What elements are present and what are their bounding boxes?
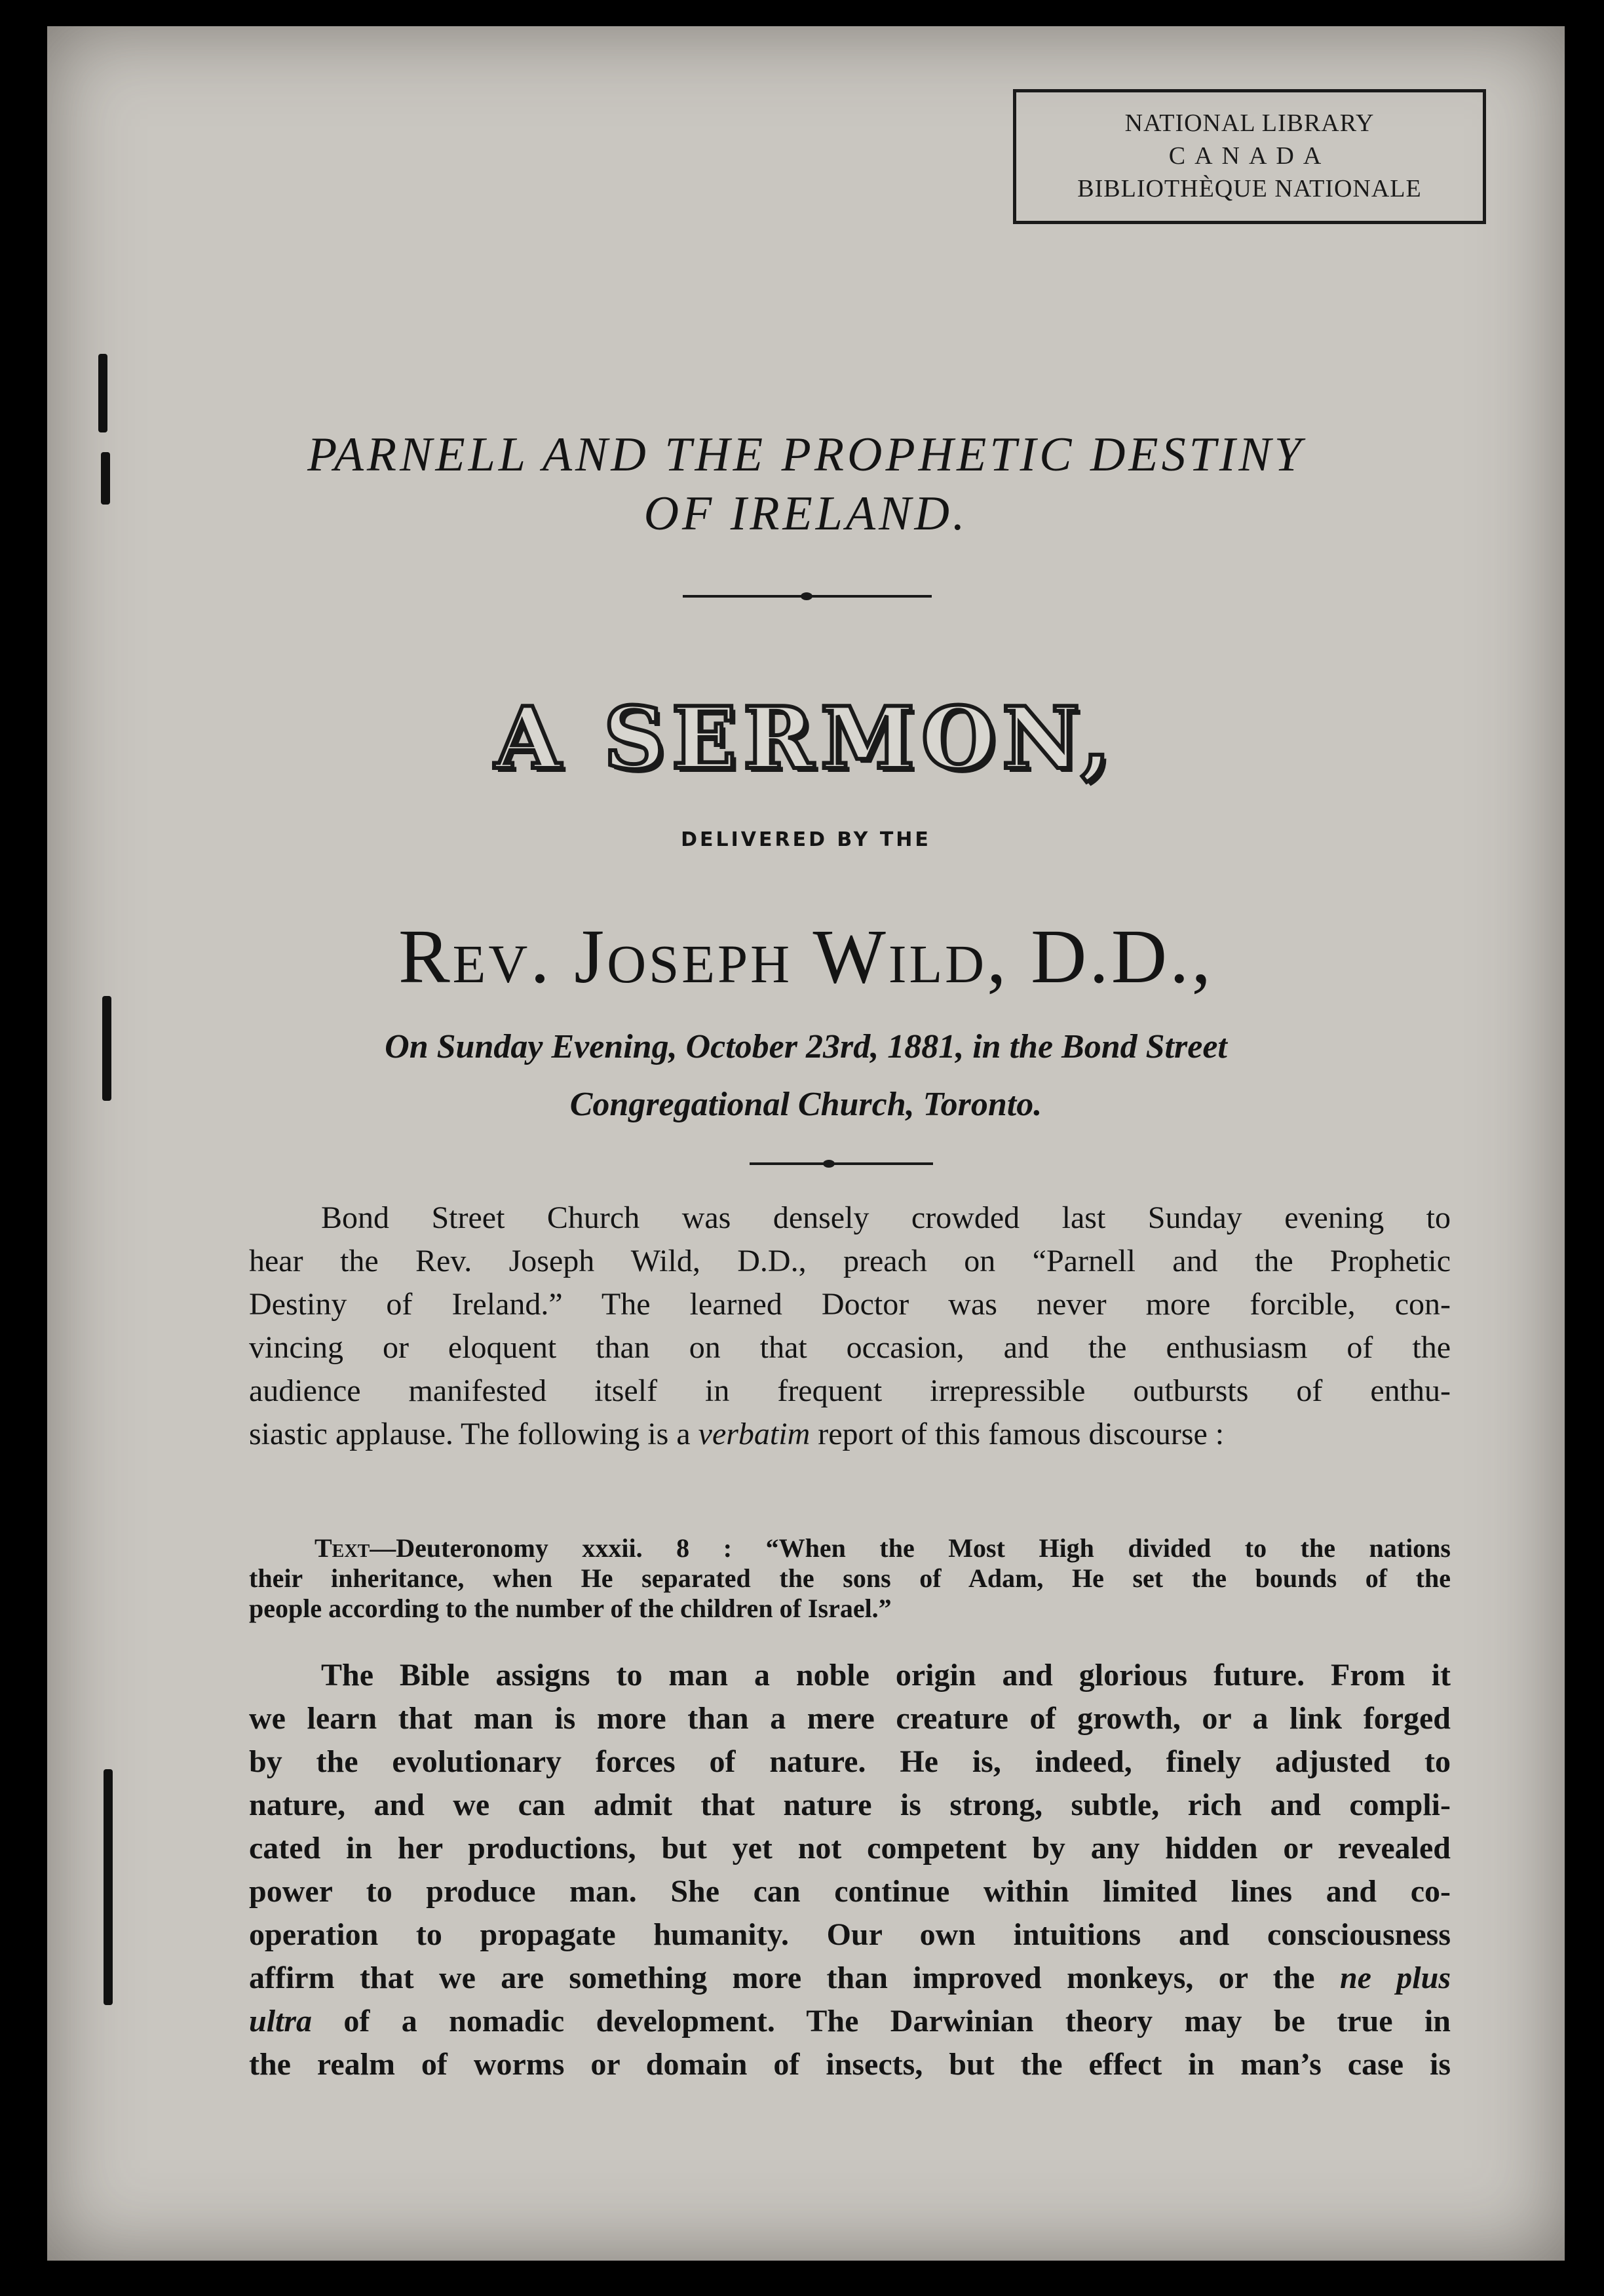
line-text: affirm that we are something more than improved monkeys, or the xyxy=(249,1961,1315,1995)
stamp-line: BIBLIOTHÈQUE NATIONALE xyxy=(1077,175,1422,202)
scripture-line: people according to the number of the children of Israel.” xyxy=(249,1594,892,1623)
title-line: OF IRELAND. xyxy=(643,487,968,541)
paragraph-line: Destiny of Ireland.” The learned Doctor was never more forcible, con- xyxy=(249,1287,1451,1322)
italic-word: verbatim xyxy=(698,1417,811,1451)
title-line: PARNELL AND THE PROPHETIC DESTINY xyxy=(307,428,1305,482)
text-label: Text xyxy=(315,1533,370,1563)
paragraph-line: audience manifested itself in frequent irrepressible outbursts of enthu- xyxy=(249,1373,1451,1408)
dateline-line: On Sunday Evening, October 23rd, 1881, in the Bond Street xyxy=(385,1028,1227,1065)
paragraph-line: hear the Rev. Joseph Wild, D.D., preach on “Parnell and the Prophetic xyxy=(249,1244,1451,1278)
line-text: report of this famous discourse : xyxy=(810,1417,1225,1451)
preacher-name: Rev. Joseph Wild, D.D., xyxy=(398,913,1214,999)
paragraph-line: nature, and we can admit that nature is strong, subtle, rich and compli- xyxy=(249,1788,1451,1822)
divider-ornament xyxy=(823,1160,835,1168)
paragraph-line: power to produce man. She can continue within limited lines and co- xyxy=(249,1874,1451,1909)
scripture-line xyxy=(249,1533,1451,1563)
binding-mark xyxy=(104,1769,113,2005)
italic-phrase: ne plus xyxy=(1339,1961,1451,1995)
paragraph-line: we learn that man is more than a mere creature of growth, or a link forged xyxy=(249,1701,1451,1736)
delivered-by: DELIVERED BY THE xyxy=(681,828,931,851)
paragraph-line xyxy=(249,1957,1451,2000)
line-text: —Deuteronomy xxxii. 8 : “When the Most High divided to the nations xyxy=(370,1533,1451,1563)
intro-paragraph xyxy=(249,1196,1451,1456)
paragraph-line xyxy=(249,1413,1451,1456)
paragraph-line: by the evolutionary forces of nature. He is, indeed, finely adjusted to xyxy=(249,1744,1451,1779)
dateline-line: Congregational Church, Toronto. xyxy=(569,1086,1042,1123)
sermon-heading: A SERMON, xyxy=(494,688,1118,788)
divider-ornament xyxy=(801,592,812,600)
paragraph-line: Bond Street Church was densely crowded last Sunday evening to xyxy=(321,1200,1451,1235)
divider xyxy=(750,1162,933,1165)
paragraph-line: cated in her productions, but yet not competent by any hidden or revealed xyxy=(249,1831,1451,1866)
scripture-text xyxy=(249,1533,1451,1624)
paragraph-line: the realm of worms or domain of insects, but the effect in man’s case is xyxy=(249,2047,1451,2082)
italic-phrase: ultra xyxy=(249,2004,313,2038)
body-paragraph xyxy=(249,1654,1451,2086)
stamp-line: CANADA xyxy=(1168,142,1331,170)
stamp-line: NATIONAL LIBRARY xyxy=(1124,109,1375,137)
library-stamp xyxy=(1013,89,1486,224)
line-text: siastic applause. The following is a xyxy=(249,1417,691,1451)
scripture-line: their inheritance, when He separated the sons of Adam, He set the bounds of the xyxy=(249,1563,1451,1593)
paragraph-line: operation to propagate humanity. Our own intuitions and consciousness xyxy=(249,1917,1451,1952)
document-page xyxy=(47,26,1565,2261)
paragraph-line: The Bible assigns to man a noble origin and glorious future. From it xyxy=(321,1658,1451,1693)
paragraph-line xyxy=(249,2000,1451,2043)
paragraph-line: vincing or eloquent than on that occasion, and the enthusiasm of the xyxy=(249,1330,1451,1365)
line-text: of a nomadic development. The Darwinian theory may be true in xyxy=(312,2004,1451,2038)
binding-mark xyxy=(98,354,107,432)
